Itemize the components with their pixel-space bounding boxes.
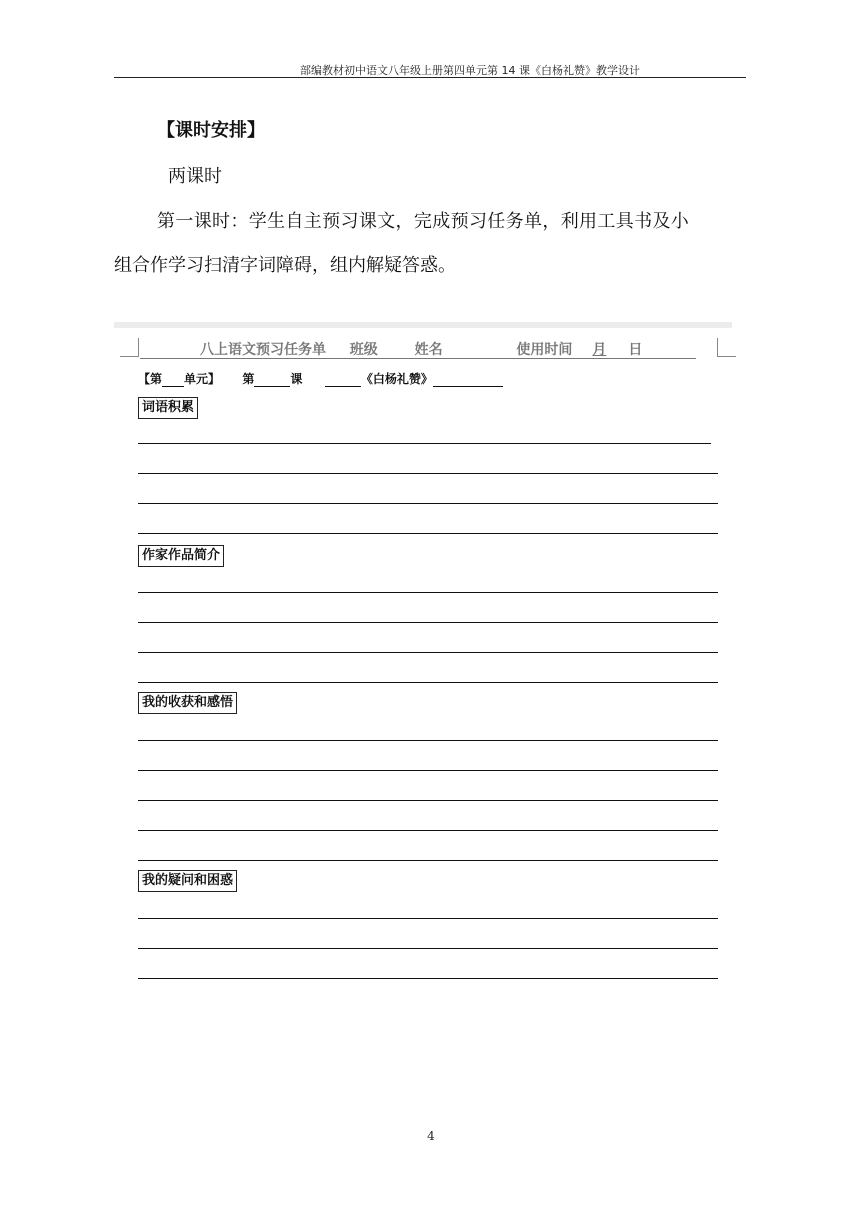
writing-line — [138, 740, 718, 741]
writing-line — [138, 503, 718, 504]
unit-lesson-row — [138, 370, 558, 387]
writing-line — [138, 948, 718, 949]
unit-blank — [162, 374, 184, 387]
worksheet-title-row — [200, 339, 700, 359]
writing-line — [138, 533, 718, 534]
class-label: 班级 — [349, 342, 378, 358]
lesson-ke: 课 — [290, 372, 303, 386]
class-blank — [378, 344, 410, 359]
unit-close: 单元】 — [184, 372, 221, 386]
paragraph-class-hours: 两课时 — [168, 166, 222, 187]
unit-open: 【第 — [138, 372, 163, 386]
worksheet-corner-mark-right — [717, 338, 736, 357]
writing-line — [138, 622, 718, 623]
writing-line — [138, 770, 718, 771]
lesson-title-blank-right — [433, 374, 503, 387]
name-blank — [443, 344, 497, 359]
section-label-questions: 我的疑问和困惑 — [138, 870, 237, 892]
running-header: 部编教材初中语文八年级上册第四单元第 14 课《白杨礼赞》教学设计 — [300, 64, 640, 77]
writing-line — [138, 682, 718, 683]
writing-line — [138, 860, 718, 861]
time-label: 使用时间 — [516, 342, 573, 358]
writing-line — [138, 592, 718, 593]
worksheet-corner-mark-left — [120, 338, 139, 357]
writing-line — [138, 830, 718, 831]
writing-line — [138, 443, 711, 444]
writing-line — [138, 918, 718, 919]
month-label: 月 — [592, 342, 607, 358]
section-label-author-intro: 作家作品简介 — [138, 545, 224, 567]
section-label-vocabulary: 词语积累 — [138, 397, 198, 419]
day-label: 日 — [628, 342, 643, 358]
writing-line — [138, 800, 718, 801]
header-rule — [114, 77, 746, 78]
writing-line — [138, 652, 718, 653]
lesson-blank — [254, 374, 290, 387]
paragraph-first-lesson-line1: 第一课时：学生自主预习课文，完成预习任务单，利用工具书及小 — [157, 211, 690, 232]
section-heading: 【课时安排】 — [157, 120, 265, 141]
lesson-title-blank-left — [325, 374, 361, 387]
lesson-di: 第 — [242, 372, 255, 386]
month-blank — [606, 344, 628, 359]
writing-line — [138, 473, 718, 474]
page-number: 4 — [427, 1129, 435, 1143]
section-label-gains: 我的收获和感悟 — [138, 692, 237, 714]
paragraph-first-lesson-line2: 组合作学习扫清字词障碍，组内解疑答惑。 — [114, 255, 456, 276]
worksheet-title-rule — [140, 358, 696, 359]
worksheet-title: 八上语文预习任务单 — [200, 342, 326, 358]
time-blank — [572, 344, 592, 359]
lesson-title: 《白杨礼赞》 — [360, 372, 433, 386]
worksheet-top-shade — [114, 322, 732, 328]
name-label: 姓名 — [414, 342, 443, 358]
writing-line — [138, 978, 718, 979]
